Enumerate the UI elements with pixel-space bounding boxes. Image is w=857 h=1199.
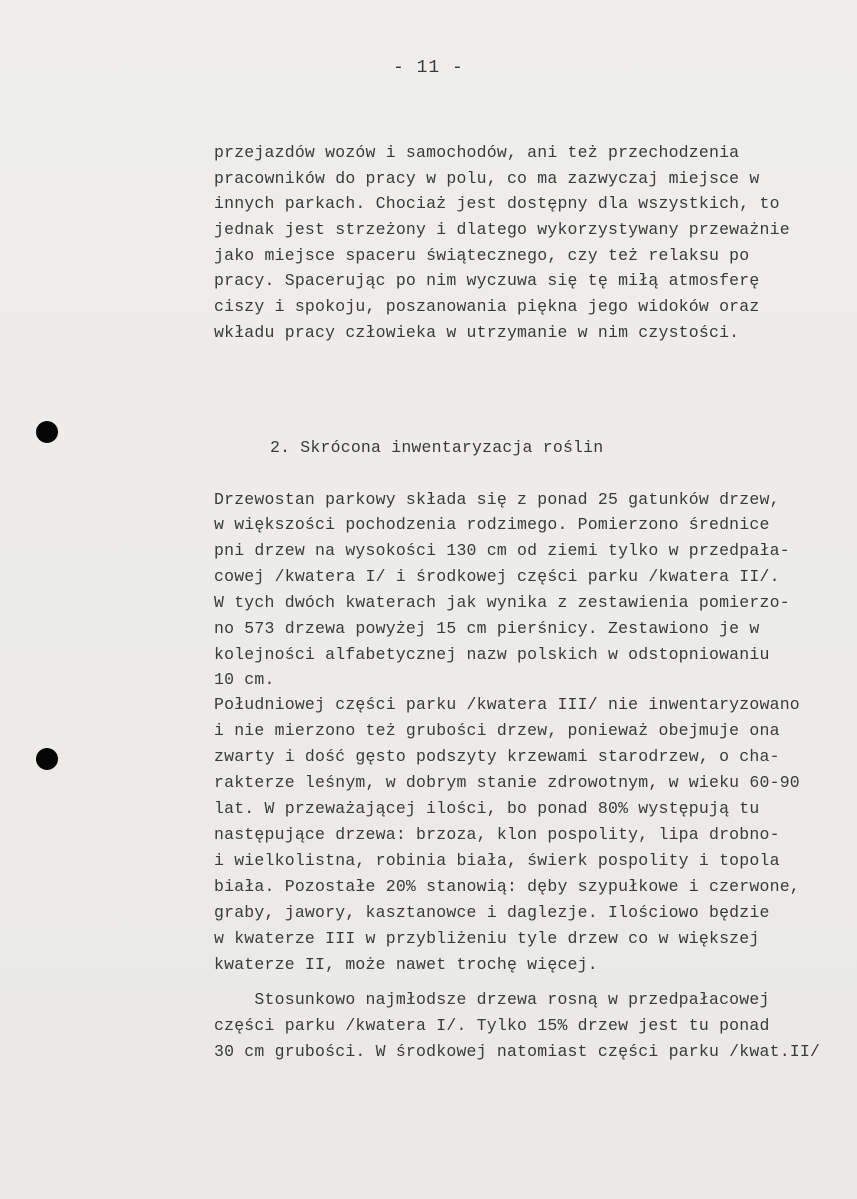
- text-line: biała. Pozostałe 20% stanowią: dęby szypułkowe i czerwone,: [214, 877, 800, 896]
- text-line: wkładu pracy człowieka w utrzymanie w nim czystości.: [214, 323, 740, 342]
- text-line: i nie mierzono też grubości drzew, ponieważ obejmuje ona: [214, 721, 780, 740]
- text-line: zwarty i dość gęsto podszyty krzewami starodrzew, o cha-: [214, 747, 780, 766]
- text-line: graby, jawory, kasztanowce i daglezje. Ilościowo będzie: [214, 903, 770, 922]
- text-line: pni drzew na wysokości 130 cm od ziemi tylko w przedpała-: [214, 541, 790, 560]
- text-line: Południowej części parku /kwatera III/ nie inwentaryzowano: [214, 695, 800, 714]
- page-number: - 11 -: [393, 58, 464, 78]
- text-line: 30 cm grubości. W środkowej natomiast części parku /kwat.II/: [214, 1042, 821, 1061]
- text-line: jako miejsce spaceru świątecznego, czy też relaksu po: [214, 246, 750, 265]
- text-line: kolejności alfabetycznej nazw polskich w odstopniowaniu: [214, 645, 770, 664]
- text-line: lat. W przeważającej ilości, bo ponad 80% występują tu: [214, 799, 760, 818]
- punch-hole: [36, 748, 58, 770]
- text-line: Drzewostan parkowy składa się z ponad 25 gatunków drzew,: [214, 490, 780, 509]
- text-line: Stosunkowo najmłodsze drzewa rosną w przedpałacowej: [214, 990, 770, 1009]
- text-line: kwaterze II, może nawet trochę więcej.: [214, 955, 598, 974]
- text-line: następujące drzewa: brzoza, klon pospolity, lipa drobno-: [214, 825, 780, 844]
- text-line: no 573 drzewa powyżej 15 cm pierśnicy. Zestawiono je w: [214, 619, 760, 638]
- text-line: rakterze leśnym, w dobrym stanie zdrowotnym, w wieku 60-90: [214, 773, 800, 792]
- text-line: W tych dwóch kwaterach jak wynika z zestawienia pomierzo-: [214, 593, 790, 612]
- text-line: pracowników do pracy w polu, co ma zazwyczaj miejsce w: [214, 169, 760, 188]
- text-line: cowej /kwatera I/ i środkowej części parku /kwatera II/.: [214, 567, 780, 586]
- text-line: ciszy i spokoju, poszanowania piękna jego widoków oraz: [214, 297, 760, 316]
- section-heading: 2. Skrócona inwentaryzacja roślin: [270, 438, 604, 457]
- text-line: pracy. Spacerując po nim wyczuwa się tę miłą atmosferę: [214, 271, 760, 290]
- text-line: części parku /kwatera I/. Tylko 15% drzew jest tu ponad: [214, 1016, 770, 1035]
- text-line: i wielkolistna, robinia biała, świerk pospolity i topola: [214, 851, 780, 870]
- text-line: przejazdów wozów i samochodów, ani też przechodzenia: [214, 143, 740, 162]
- text-line: w większości pochodzenia rodzimego. Pomierzono średnice: [214, 515, 770, 534]
- text-line: jednak jest strzeżony i dlatego wykorzystywany przeważnie: [214, 220, 790, 239]
- punch-hole: [36, 421, 58, 443]
- text-line: 10 cm.: [214, 670, 275, 689]
- text-line: innych parkach. Chociaż jest dostępny dla wszystkich, to: [214, 194, 780, 213]
- text-line: w kwaterze III w przybliżeniu tyle drzew co w większej: [214, 929, 760, 948]
